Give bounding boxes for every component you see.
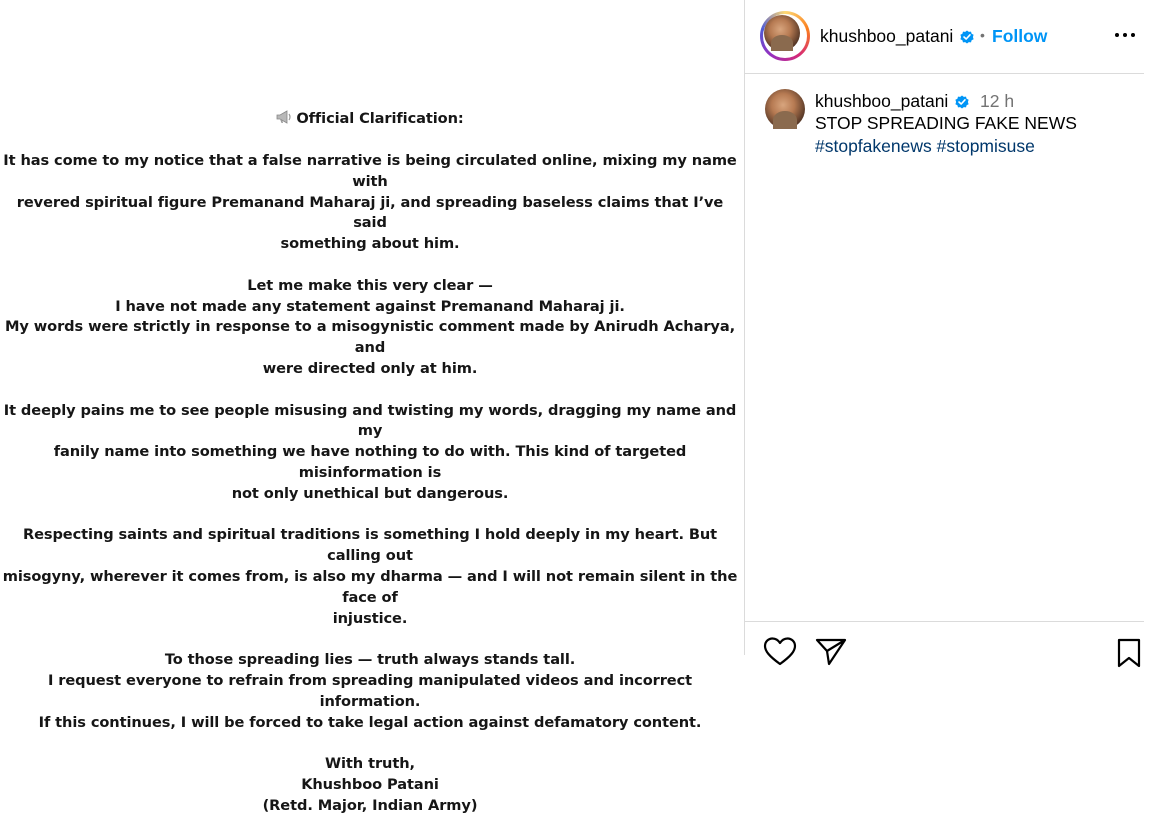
caption-hashtags	[815, 136, 1035, 157]
follow-button[interactable]: Follow	[992, 26, 1048, 46]
hashtag-link[interactable]: #stopfakenews	[815, 136, 932, 156]
signature: With truth, Khushboo Patani (Retd. Major, Indian Army)	[262, 755, 478, 814]
statement-heading	[0, 109, 740, 130]
paragraph-3: It deeply pains me to see people misusing and twisting my words, dragging my name and my fanily name into something we have nothing to do with. This kind of targeted misinformation is not only unethical but dangerous.	[3, 401, 737, 502]
paragraph-1: It has come to my notice that a false narrative is being circulated online, mixing my name with revered spiritual figure Premanand Maharaj ji, and spreading baseless claims that I’ve said something about him.	[3, 152, 737, 253]
heart-icon[interactable]	[763, 636, 797, 666]
verified-badge-icon	[954, 94, 970, 110]
post-header	[745, 0, 1144, 74]
header-username[interactable]: khushboo_patani	[820, 26, 954, 46]
send-icon[interactable]	[814, 636, 848, 666]
heading-text: Official Clarification:	[296, 110, 464, 127]
verified-badge-icon	[959, 29, 975, 45]
paragraph-2: Let me make this very clear — I have not made any statement against Premanand Maharaj ji. My words were strictly in response to a misogynistic comment made by Anirudh Acharya, and were directed only at him.	[4, 276, 736, 377]
megaphone-icon	[276, 110, 292, 124]
bookmark-icon[interactable]	[1115, 636, 1149, 666]
statement-body	[0, 151, 740, 817]
avatar[interactable]	[764, 15, 800, 51]
post-side-panel	[745, 0, 1144, 655]
paragraph-5: To those spreading lies — truth always stands tall. I request everyone to refrain from spreading manipulated videos and incorrect information. If this continues, I will be forced to take legal action against defamatory content.	[38, 651, 702, 731]
paragraph-4: Respecting saints and spiritual traditions is something I hold deeply in my heart. But calling out misogyny, wherever it comes from, is also my dharma — and I will not remain silent in the face of injustice.	[2, 526, 738, 627]
caption-username[interactable]: khushboo_patani	[815, 91, 949, 111]
actions-divider	[745, 621, 1144, 622]
separator-dot: •	[980, 27, 985, 43]
post-timestamp[interactable]: 12 h	[980, 91, 1015, 111]
more-options-icon[interactable]	[1113, 27, 1137, 43]
hashtag-link[interactable]: #stopmisuse	[936, 136, 1035, 156]
story-ring[interactable]	[760, 11, 810, 61]
caption-avatar[interactable]	[765, 89, 805, 129]
caption-text: STOP SPREADING FAKE NEWS	[815, 113, 1077, 133]
